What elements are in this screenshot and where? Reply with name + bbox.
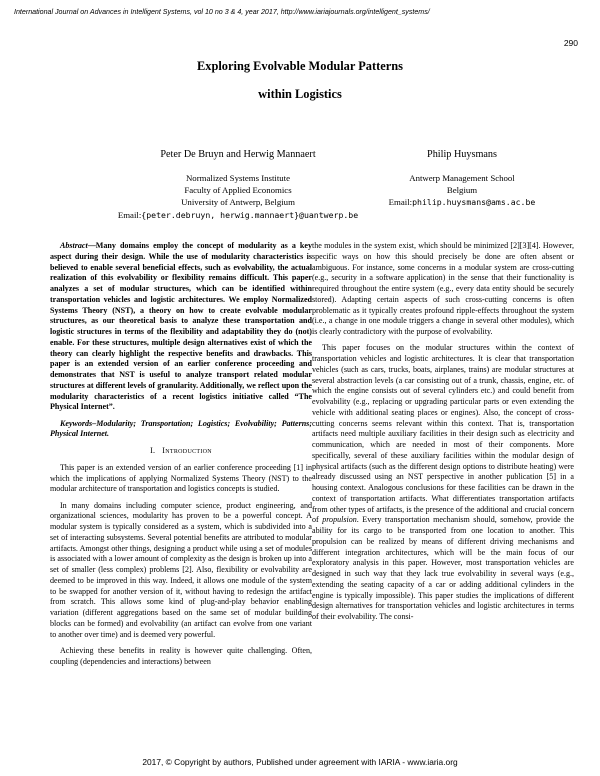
affiliation-left-1: Normalized Systems Institute: [185, 173, 291, 183]
abstract-lead: Abstract: [60, 241, 88, 250]
left-column: [50, 241, 312, 673]
email-label-left: Email:: [117, 209, 142, 220]
author-block-right: [352, 147, 572, 209]
right-paragraph-2-end: . Every transportation mechanism should, somehow, provide the ability for its cargo to be transported from one location to another. This propulsion can be realized by means of different driving mechanisms and different integration architectures, which will be the main focus of our exploratory analysis in this paper. However, most transportation vehicles are designed in such way that they lack true evolvability in several ways (e.g., extending the seating capacity of a car or adding additional cylinders in the engine is typically impossible). This paper studies the implications of different design alternatives for transportation vehicles and logistic architectures in terms of their evolvability. The consi-: [312, 515, 574, 621]
page-number: 290: [563, 38, 578, 48]
email-line-right: [352, 196, 572, 208]
copyright-footer: 2017, © Copyright by authors, Published under agreement with IARIA - www.iaria.org: [142, 757, 458, 767]
section-title: Introduction: [162, 446, 212, 455]
author-names-left: Peter De Bruyn and Herwig Mannaert: [160, 149, 316, 160]
paper-title: [0, 52, 600, 108]
abstract-text: —Many domains employ the concept of modularity as a key aspect during their design. While the use of modularity characteristics is believed to enable several beneficial effects, such as evolvability, the actual realization of this evolvability or flexibility remains difficult. This paper analyzes a set of modular structures, which can be identified within transportation vehicles and logistic architectures. We employ Normalized Systems Theory (NST), a theory on how to create evolvable modular structures, as our theoretical basis to analyze these transportation and logistic structures in terms of the flexibility and adaptability they do (not) enable. For these structures, multiple design alternatives exist of which the theory can clearly highlight the respective benefits and drawbacks. This paper is an extended version of an earlier conference proceeding and demonstrates that NST is useful to analyze transport related modular structures at different levels of granularity. Additionally, we reflect upon the modularity characteristics of a recent logistics initiative called “The Physical Internet”.: [50, 241, 312, 412]
title-line-2: within Logistics: [258, 87, 342, 101]
abstract: [50, 241, 312, 413]
email-line-left: [75, 209, 401, 221]
right-column: [312, 241, 574, 628]
affiliation-left-3: University of Antwerp, Belgium: [181, 197, 295, 208]
intro-paragraph-2: In many domains including computer science, product engineering, and organizational sciences, modularity has proven to be a powerful concept. A modular system is typically considered as a system, which is subdivided into a set of interacting subsystems. Several potential benefits are attributed to modular artifacts. Amongst other things, designing a product while using a set of modules is associated with a lower amount of complexity as the design is broken up into a set of smaller (less complex) problems [2]. Also, flexibility or evolvability are deemed to be improved in this way. Indeed, it allows one module of the system to be swapped for another version of it, without having to redesign the artifact from scratch. This allows some kind of plug-and-play behavior enabling variation (different aggregations based on the same set of modular building blocks can be formed) and evolvability (an artifact can evolve from one variant to another over time) and is deemed very powerful.: [50, 500, 312, 639]
email-label-right: Email:: [388, 197, 413, 208]
email-right[interactable]: philip.huysmans@ams.ac.be: [412, 197, 536, 208]
journal-header: International Journal on Advances in Intelligent Systems, vol 10 no 3 & 4, year 2017, http://www.iariajournals.org/intelligent_systems/: [14, 8, 430, 16]
right-paragraph-2-start: This paper focuses on the modular structures within the context of transportation vehicles and logistic architectures. It is clear that transportation vehicles (such as cars, trucks, boats, airplanes, trains) are modular structures at several abstraction levels (a car consisting out of a trunk, chassis, engine, etc. of which the engine consists out of several cylinders etc.) and could benefit from evolvability (e.g., replacing or upgrading particular parts or even extending the vehicle with additional seating places or engines). Also, the concept of cross-cutting concerns seems relevant within this context. That is, transportation artifacts need multiple auxiliary facilities in their design such as electricity and communication, which are needed in most of their components. More specifically, several of these auxiliary facilities within the modular design of physical artifacts (such as the different design options to distribute heating) were already discussed using an NST perspective in another publication [5] in a housing context. Analogous conclusions for these facilities can be drawn in the context of transportation artifacts. What differentiates transportation artifacts from other types of artifacts, is the presence of the additional and crucial concern of: [312, 343, 574, 525]
author-names-right: Philip Huysmans: [427, 149, 497, 160]
title-line-1: Exploring Evolvable Modular Patterns: [197, 59, 403, 73]
email-left[interactable]: {peter.debruyn, herwig.mannaert}@uantwerp.be: [141, 209, 359, 220]
keywords: Keywords–Modularity; Transportation; Logistics; Evolvability; Patterns; Physical Internet.: [50, 418, 312, 439]
right-paragraph-2: [312, 343, 574, 623]
propulsion-emphasis: propulsion: [322, 515, 357, 525]
intro-paragraph-1: This paper is an extended version of an earlier conference proceeding [1] in which the implications of applying Normalized Systems Theory (NST) to the modular architecture of transportation and logistics concepts is studied.: [50, 462, 312, 494]
right-paragraph-1: the modules in the system exist, which should be minimized [2][3][4]. However, specific ways on how this should precisely be done are often absent or ambiguous. For instance, some concerns in a modular system are cross-cutting (e.g., security in a software application) in the sense that their functionality is required throughout the entire system (e.g., every data entity should be securely stored). Adapting certain aspects of such cross-cutting concerns is often problematic as it typically creates profound ripple-effects throughout the system (i.e., a change in one module triggers a change in several other modules), which is clearly contradictory with the purpose of evolvability.: [312, 241, 574, 336]
intro-paragraph-3: Achieving these benefits in reality is however quite challenging. Often, coupling (dependencies and interactions) between: [50, 645, 312, 666]
section-number: I.: [150, 446, 156, 455]
affiliation-right-2: Belgium: [446, 185, 478, 196]
affiliation-left-2: Faculty of Applied Economics: [184, 185, 292, 196]
section-heading-introduction: [50, 446, 312, 457]
affiliation-right-1: Antwerp Management School: [409, 173, 515, 183]
